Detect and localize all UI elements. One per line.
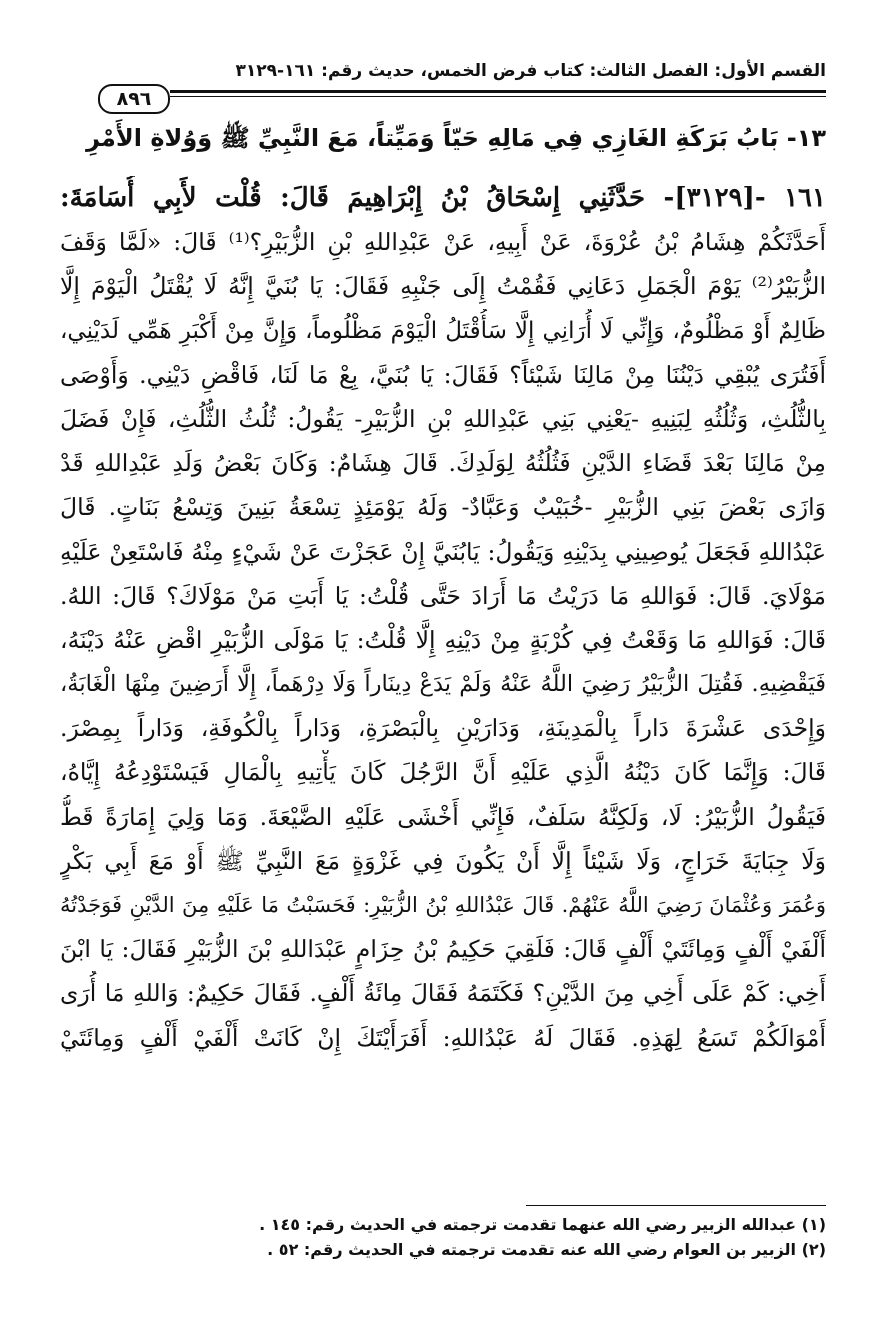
text-line: ١٦١ -[٣١٢٩]- حَدَّثَنِي إِسْحَاقُ بْنُ إِبْرَاهِيمَ قَالَ: قُلْت لأَبِي أُسَامَةَ: (60, 183, 826, 213)
header-rule-thin (170, 96, 826, 97)
text-line: وَإِحْدَى عَشْرَةَ دَاراً بِالْمَدِينَةِ، وَدَارَيْنِ بِالْبَصْرَةِ، وَدَاراً بِالْكُوفَةِ، وَدَاراً بِمِصْرَ. (60, 714, 826, 743)
text-line: الزُّبَيْرُ⁽²⁾ يَوْمَ الْجَمَلِ دَعَانِي فَقُمْتُ إِلَى جَنْبِهِ فَقَالَ: يَا بُنَيَّ إِنَّهُ لَا يُقْتَلُ الْيَوْمَ إِلَّا (60, 272, 826, 301)
text-line: قَالَ: وَإِنَّمَا كَانَ دَيْنُهُ الَّذِي عَلَيْهِ أَنَّ الرَّجُلَ كَانَ يَأْتِيهِ بِالْمَالِ فَيَسْتَوْدِعُهُ إِيَّاهُ، (60, 758, 826, 787)
footnote-2: (٢) الزبير بن العوام رضي الله عنه تقدمت ترجمته في الحديث رقم: ٥٢ . (267, 1240, 826, 1259)
text-line: قَالَ: فَوَاللهِ مَا وَقَعْتُ فِي كُرْبَةٍ مِنْ دَيْنِهِ إِلَّا قُلْتُ: يَا مَوْلَى الزُّبَيْرِ اقْضِ عَنْهُ دَيْنَهُ، (60, 625, 826, 654)
page-number-badge: ٨٩٦ (98, 84, 170, 114)
running-header: القسم الأول: الفصل الثالث: كتاب فرض الخمس، حديث رقم: ١٦١-٣١٢٩ (235, 61, 826, 81)
text-line: بِالثُّلُثِ، وَثُلُثُهِ لِبَنِيهِ -يَعْنِي بَنِي عَبْدِاللهِ بْنِ الزُّبَيْرِ- يَقُولُ: ثُلُثُ الثُّلُثِ، فَإِنْ فَضَلَ (60, 404, 826, 433)
text-line: فَيَقُولُ الزُّبَيْرُ: لَا، وَلَكِنَّهُ سَلَفٌ، فَإِنِّي أَخْشَى عَلَيْهِ الضَّيْعَةَ. وَمَا وَلِيَ إِمَارَةً قَطُّ (60, 802, 826, 831)
text-line: مَوْلَايَ. قَالَ: فَوَاللهِ مَا دَرَيْتُ مَا أَرَادَ حَتَّى قُلْتُ: يَا أَبَتِ مَنْ مَوْلَاكَ؟ قَالَ: اللهُ. (60, 581, 826, 610)
hadith-text (60, 176, 826, 1060)
text-line: أَلْفَيْ أَلْفٍ وَمِائَتَيْ أَلْفٍ قَالَ: فَلَقِيَ حَكِيمُ بْنُ حِزَامٍ عَبْدَاللهِ بْنَ الزُّبَيْرِ فَقَالَ: يَا ابْنَ (60, 935, 826, 964)
text-line: أَخِي: كَمْ عَلَى أَخِي مِنَ الدَّيْنِ؟ فَكَتَمَهُ فَقَالَ مِائَةُ أَلْفٍ. فَقَالَ حَكِيمٌ: وَاللهِ مَا أُرَى (60, 979, 826, 1008)
text-line: عَبْدُاللهِ فَجَعَلَ يُوصِينِي بِدَيْنِهِ وَيَقُولُ: يَابُنَيَّ إِنْ عَجَزْتَ عَنْ شَيْءٍ مِنْهُ فَاسْتَعِنْ عَلَيْهِ (60, 537, 826, 566)
footnote-1: (١) عبدالله الزبير رضي الله عنهما تقدمت ترجمته في الحديث رقم: ١٤٥ . (259, 1215, 826, 1234)
text-line: ظَالِمٌ أَوْ مَظْلُومٌ، وَإِنِّي لَا أُرَانِي إِلَّا سَأُقْتَلُ الْيَوْمَ مَظْلُوماً، وَإِنَّ مِنْ أَكْبَرِ هَمِّي لَدَيْنِي، (60, 317, 826, 344)
text-line: أَفَتُرَى يُبْقِي دَيْنُنَا مِنْ مَالِنَا شَيْئاً؟ فَقَالَ: يَا بُنَيَّ، بِعْ مَا لَنَا، فَاقْضِ دَيْنِي. وَأَوْصَى (60, 360, 826, 389)
text-line: أَمْوَالَكُمْ تَسَعُ لِهَذِهِ. فَقَالَ لَهُ عَبْدُاللهِ: أَفَرَأَيْتَكَ إِنْ كَانَتْ أَلْفَيْ أَلْفٍ وَمِائَتَيْ (60, 1023, 826, 1052)
footnote-rule (526, 1205, 826, 1206)
header-rule (170, 90, 826, 93)
text-line: وَلَا جِبَايَةَ خَرَاجٍ، وَلَا شَيْئاً إِلَّا أَنْ يَكُونَ فِي غَزْوَةٍ مَعَ النَّبِيِّ ﷺ أَوْ مَعَ أَبِي بَكْرٍ (60, 846, 826, 875)
text-line: فَيَقْضِيهِ. فَقُتِلَ الزُّبَيْرُ رَضِيَ اللَّهُ عَنْهُ وَلَمْ يَدَعْ دِينَاراً وَلَا دِرْهَماً، إِلَّا أَرَضِينَ مِنْهَا الْغَابَةُ، (60, 671, 826, 698)
footnotes (60, 1212, 826, 1262)
text-line: وَعُمَرَ وَعُثْمَانَ رَضِيَ اللَّهُ عَنْهُمْ. قَالَ عَبْدُاللهِ بْنُ الزُّبَيْرِ: فَحَسَبْتُ مَا عَلَيْهِ مِنَ الدَّيْنِ فَوَجَدْتُهُ (60, 893, 826, 917)
text-line: مِنْ مَالِنَا بَعْدَ قَضَاءِ الدَّيْنِ فَثُلُثُهُ لِوَلَدِكَ. قَالَ هِشَامٌ: وَكَانَ بَعْضُ وَلَدِ عَبْدِاللهِ قَدْ (60, 449, 826, 478)
text-line: أَحَدَّثَكُمْ هِشَامُ بْنُ عُرْوَةَ، عَنْ أَبِيهِ، عَنْ عَبْدِاللهِ بْنِ الزُّبَيْرِ؟⁽¹⁾ قَالَ: «لَمَّا وَقَفَ (60, 228, 826, 257)
text-line: وَازَى بَعْضَ بَنِي الزُّبَيْرِ -خُبَيْبٌ وَعَبَّادٌ- وَلَهُ يَوْمَئِذٍ تِسْعَةُ بَنِينَ وَتِسْعُ بَنَاتٍ. قَالَ (60, 493, 826, 522)
chapter-title: ١٣- بَابُ بَرَكَةِ الغَازِي فِي مَالِهِ حَيّاً وَمَيِّتاً، مَعَ النَّبِيِّ ﷺ وَوُلاةِ الأَمْرِ (86, 124, 826, 152)
